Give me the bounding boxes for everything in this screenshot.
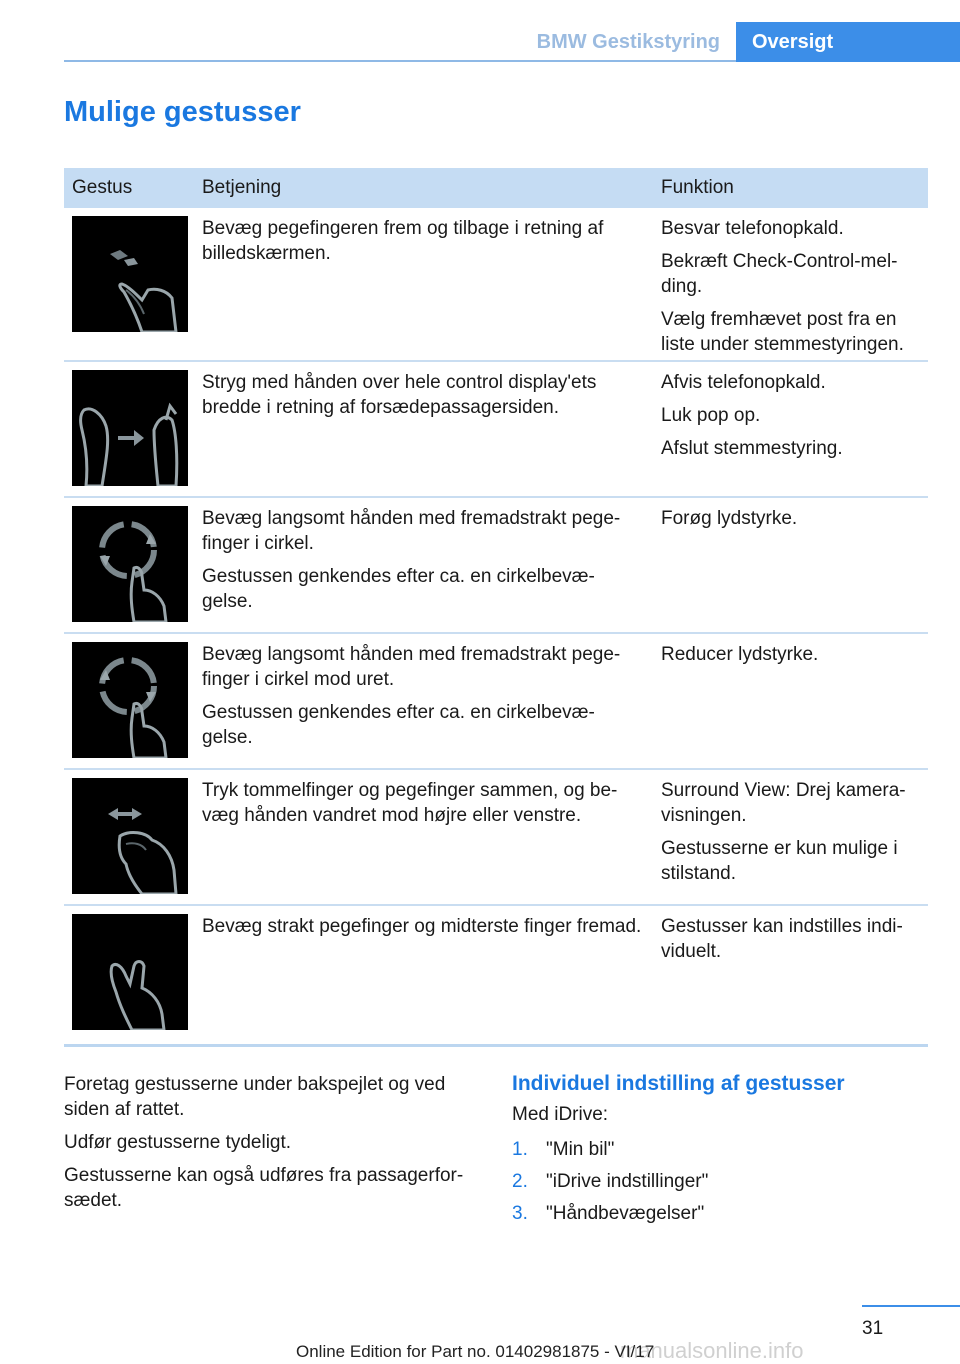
header-chapter-tab: Oversigt xyxy=(736,22,960,62)
operation-text: Bevæg langsomt hånden med fremadstrakt pege- finger i cirkel mod uret. xyxy=(202,644,621,690)
table-row xyxy=(64,770,928,906)
function-text: Gestusserne er kun mulige i stilstand. xyxy=(661,838,898,884)
section-heading: Individuel indstilling af gestusser xyxy=(512,1072,845,1095)
operation-text: Gestussen genkendes efter ca. en cirkelbevæ- gelse. xyxy=(202,566,595,612)
circle-counterclockwise-gesture-icon xyxy=(72,642,188,758)
operation-text: Bevæg strakt pegefinger og midterste finger fremad. xyxy=(202,916,642,937)
table-end-rule xyxy=(64,1044,928,1047)
table-row xyxy=(64,906,928,1040)
gesture-table xyxy=(64,168,928,1040)
individual-settings-section xyxy=(512,1070,932,1233)
list-item xyxy=(512,1169,932,1194)
table-header xyxy=(64,168,928,208)
edition-footer: Online Edition for Part no. 01402981875 - VI/17 xyxy=(296,1342,655,1361)
table-row xyxy=(64,498,928,634)
page-number: 31 xyxy=(862,1318,884,1339)
function-text: Besvar telefonopkald. xyxy=(661,218,844,239)
pinch-move-gesture-icon xyxy=(72,778,188,894)
operation-text: Tryk tommelfinger og pegefinger sammen, og be- væg hånden vandret mod højre eller venstre. xyxy=(202,780,618,826)
point-gesture-icon xyxy=(72,216,188,332)
operation-text: Bevæg langsomt hånden med fremadstrakt pege- finger i cirkel. xyxy=(202,508,621,554)
table-row xyxy=(64,208,928,362)
note-text: Foretag gestusserne under bakspejlet og ved siden af rattet. xyxy=(64,1074,446,1120)
function-text: Reducer lydstyrke. xyxy=(661,644,819,665)
step-number: 3. xyxy=(512,1203,528,1224)
swipe-gesture-icon xyxy=(72,370,188,486)
list-item xyxy=(512,1201,932,1226)
page-title: Mulige gestusser xyxy=(64,96,301,128)
operation-text: Stryg med hånden over hele control display'ets bredde i retning af forsædepassagersiden. xyxy=(202,372,597,418)
column-header-function: Funktion xyxy=(661,177,734,198)
footer-rule xyxy=(862,1305,960,1307)
column-header-operation: Betjening xyxy=(202,177,282,198)
two-finger-gesture-icon xyxy=(72,914,188,1030)
function-text: Afslut stemmestyring. xyxy=(661,438,843,459)
operation-text: Bevæg pegefingeren frem og tilbage i retning af billedskærmen. xyxy=(202,218,604,264)
watermark: manualsonline.info xyxy=(620,1338,804,1363)
function-text: Surround View: Drej kamera- visningen. xyxy=(661,780,906,826)
function-text: Forøg lydstyrke. xyxy=(661,508,798,529)
operation-text: Gestussen genkendes efter ca. en cirkelbevæ- gelse. xyxy=(202,702,595,748)
step-text: "iDrive indstillinger" xyxy=(546,1171,709,1192)
table-row xyxy=(64,362,928,498)
list-item xyxy=(512,1137,932,1162)
function-text: Luk pop op. xyxy=(661,405,761,426)
function-text: Afvis telefonopkald. xyxy=(661,372,826,393)
table-row xyxy=(64,634,928,770)
intro-text: Med iDrive: xyxy=(512,1104,609,1125)
step-text: "Håndbevægelser" xyxy=(546,1203,705,1224)
function-text: Bekræft Check-Control-mel- ding. xyxy=(661,251,898,297)
note-text: Udfør gestusserne tydeligt. xyxy=(64,1132,292,1153)
function-text: Gestusser kan indstilles indi- viduelt. xyxy=(661,916,903,962)
step-text: "Min bil" xyxy=(546,1139,615,1160)
circle-clockwise-gesture-icon xyxy=(72,506,188,622)
steps-list xyxy=(512,1137,932,1226)
header-section: BMW Gestikstyring xyxy=(536,31,720,53)
function-text: Vælg fremhævet post fra en liste under stemmestyringen. xyxy=(661,309,904,355)
step-number: 2. xyxy=(512,1171,528,1192)
column-header-gesture: Gestus xyxy=(72,177,133,198)
note-text: Gestusserne kan også udføres fra passagerfor- sædet. xyxy=(64,1165,464,1211)
notes-section xyxy=(64,1072,484,1221)
step-number: 1. xyxy=(512,1139,528,1160)
